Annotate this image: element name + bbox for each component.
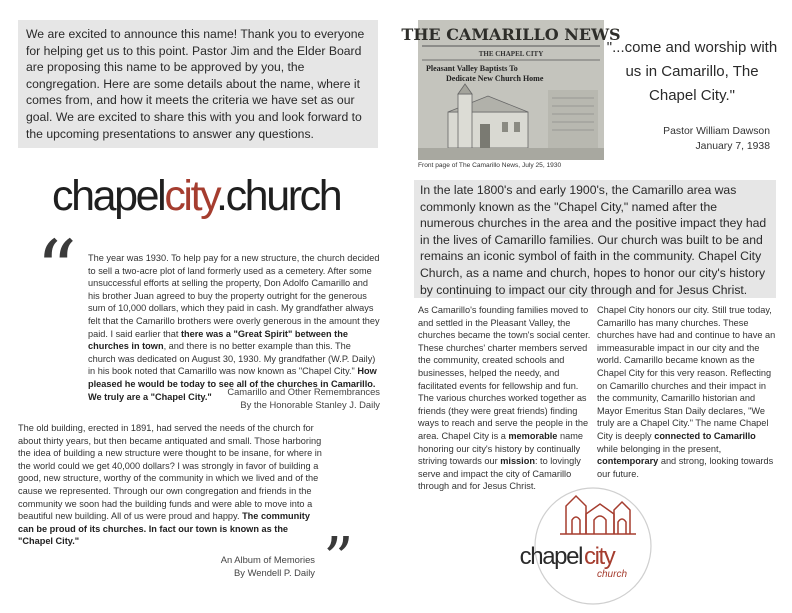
newspaper-subhead: THE CHAPEL CITY bbox=[478, 50, 544, 58]
column-a-bold-b: mission bbox=[500, 456, 535, 467]
column-b-bold-a: connected to Camarillo bbox=[654, 430, 756, 441]
story1-bold-b: How pleased he would be today to see all of the churches in Camarillo. We truly are a "Chapel City." bbox=[88, 366, 377, 402]
chapelcity-emblem bbox=[519, 484, 660, 608]
emblem-word-chapel: chapel bbox=[519, 543, 582, 570]
column-a-text-b: name honoring our city's history by continually striving towards our bbox=[418, 430, 583, 467]
column-founding-families bbox=[418, 304, 592, 493]
newspaper-caption: Front page of The Camarillo News, July 25, 1930 bbox=[418, 162, 562, 169]
intro-box bbox=[18, 20, 378, 148]
story1-attribution bbox=[180, 386, 380, 411]
story2-attribution bbox=[150, 554, 315, 579]
column-b-text-a: Chapel City honors our city. Still true today, Camarillo has many churches. These churches have had and continue to have an immeasurable impact in our city and the world. Camarillo became known as the Chapel City for this very reason. Reflecting on Camarillo churches and their impact in the community, Camarillo historian and Mayor Emeritus Stan Daily declares, "We truly are a Chapel City." The name Chapel City is deeply bbox=[597, 305, 776, 441]
column-a-text-c: : to lovingly serve and impact the city of Camarillo through and for Jesus Christ. bbox=[418, 456, 581, 492]
story2-text: The old building, erected in 1891, had served the needs of the church for about thirty years, but then became antiquated and small. Those harboring the idea of building a new structure were thought to be insane, for where in the world could we get 40,000 dollars? I was strongly in favor of building a good, new structure, worthy of the community in which we lived and of the cause we represented. Through our own congregation and friends in the community we soon had the building funds and were able to move into a beautiful new building. All of us were proud and happy. bbox=[18, 423, 322, 522]
pull-quote-date: January 7, 1938 bbox=[695, 141, 770, 152]
newspaper-masthead: THE CAMARILLO NEWS bbox=[401, 25, 621, 44]
story2-bold: The community can be proud of its churches. In fact our town is known as the "Chapel City." bbox=[18, 511, 310, 547]
pull-quote-name: Pastor William Dawson bbox=[663, 126, 770, 137]
story1-text-a: The year was 1930. To help pay for a new structure, the church decided to sell a two-acre plot of land formerly used as a cemetery. After some unsuccessful efforts at selling the property, Don Adolfo Camarillo and his brother Juan agreed to buy the property outright for the generous sum of 10,000 dollars, which they paid in cash. My grandfather always felt that the Camarillo brothers were overly generous in the amount they paid. I said earlier that bbox=[88, 253, 380, 339]
pull-quote-attribution bbox=[602, 124, 770, 154]
column-b-text-b: while belonging in the present, bbox=[597, 443, 722, 454]
newspaper-illustration bbox=[401, 20, 621, 160]
column-b-bold-b: contemporary bbox=[597, 456, 659, 467]
history-text: In the late 1800's and early 1900's, the Camarillo area was commonly known as the "Chapel City," named after the numerous churches in the area and the positive impact they had in the lives of Camarillo families. Our church was built to be and remains an iconic symbol of faith in the community. Chapel City Church, as a name and church, hopes to honor our city's history by continuing to impact our city through and for Jesus Christ. bbox=[420, 183, 767, 297]
story1-text-b: , and there is no better example than this. The church was dedicated on August 30, 1930. My grandfather (W.P. Daily) in his book noted that Camarillo was now known as "Chapel City." bbox=[88, 341, 376, 377]
story1-bold-a: there was a "Great Spirit" between the churches in town bbox=[88, 328, 348, 352]
emblem-word-city: city bbox=[584, 543, 615, 570]
story1-source: Camarillo and Other Remembrances bbox=[227, 386, 380, 397]
close-quote-mark: ” bbox=[323, 525, 354, 595]
logo-part-church: .church bbox=[216, 172, 341, 220]
column-a-text-a: As Camarillo's founding families moved to and settled in the Pleasant Valley, the churches became the town's social center. These churches' charter members served the community, created schools and businesses, helped the needy, and facilitated events for fellowship and fun. The various churches worked together as friends (they were great friends) finding ways to reach and serve the people in the area. Chapel City is a bbox=[418, 305, 591, 441]
chapelcity-logo bbox=[52, 172, 342, 230]
pull-quote: "...come and worship with us in Camarillo, The Chapel City." bbox=[606, 39, 778, 104]
story-album-of-memories bbox=[18, 422, 323, 548]
open-quote-mark: “ bbox=[36, 223, 77, 316]
logo-part-chapel: chapel bbox=[52, 172, 165, 220]
emblem-word-church: church bbox=[596, 569, 628, 580]
story-camarillo-remembrances bbox=[88, 252, 380, 403]
intro-text: We are excited to announce this name! Thank you to everyone for helping get us to this point. Pastor Jim and the Elder Board are proposing this name to be approved by you, the congregation. Here are some details about the name, where it comes from, and how it meets the criteria we have set as our goal. We are excited to share this with you and look forward to the upcoming presentations to answer any questions. bbox=[26, 27, 365, 141]
emblem-graphic bbox=[519, 484, 660, 608]
story1-author: By the Honorable Stanley J. Daily bbox=[240, 398, 380, 410]
column-chapel-city-honors bbox=[597, 304, 777, 480]
column-a-bold-a: memorable bbox=[508, 430, 558, 441]
column-b-text-c: and strong, looking towards our future. bbox=[597, 456, 774, 479]
history-box bbox=[414, 180, 776, 298]
newspaper-headline-2: Dedicate New Church Home bbox=[446, 74, 544, 83]
story2-source: An Album of Memories bbox=[220, 554, 315, 565]
story2-author: By Wendell P. Daily bbox=[234, 566, 315, 578]
newspaper-headline-1: Pleasant Valley Baptists To bbox=[426, 64, 518, 73]
newspaper-clipping-image bbox=[401, 20, 621, 160]
logo-part-city: city bbox=[164, 172, 217, 220]
